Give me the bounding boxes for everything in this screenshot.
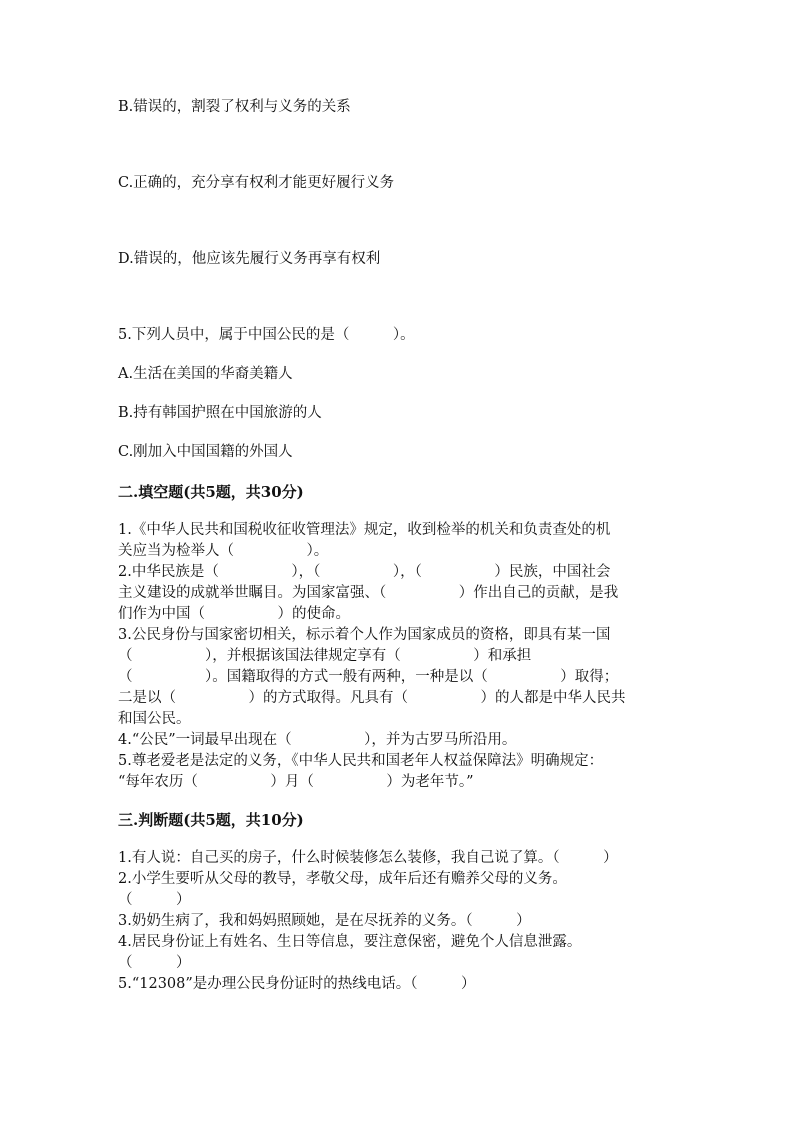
q4-option-b: B.错误的，割裂了权利与义务的关系 [118, 99, 351, 115]
section2-title: 二.填空题(共5题，共30分) [118, 483, 304, 501]
q5-stem: 5.下列人员中，属于中国公民的是（ ）。 [118, 327, 415, 343]
fill-line: 关应当为检举人（ ）。 [118, 543, 329, 559]
fill-line: 主义建设的成就举世瞩目。为国家富强、（ ）作出自己的贡献，是我 [118, 585, 619, 601]
fill-line: 二是以（ ）的方式取得。凡具有（ ）的人都是中华人民共 [118, 690, 626, 706]
section3-title: 三.判断题(共5题，共10分) [118, 811, 304, 829]
fill-line: 们作为中国（ ）的使命。 [118, 606, 350, 622]
q5-option-c: C.刚加入中国国籍的外国人 [118, 444, 293, 460]
q4-option-c: C.正确的，充分享有权利才能更好履行义务 [118, 175, 395, 191]
fill-line: 2.中华民族是（ ），（ ），（ ）民族，中国社会 [118, 564, 611, 580]
judge-line: 4.居民身份证上有姓名、生日等信息，要注意保密，避免个人信息泄露。 [118, 934, 582, 950]
fill-line: 3.公民身份与国家密切相关，标示着个人作为国家成员的资格，即具有某一国 [118, 627, 611, 643]
judge-line: 5.“12308”是办理公民身份证时的热线电话。（ ） [118, 976, 476, 992]
judge-line: （ ） [118, 955, 191, 971]
q5-option-b: B.持有韩国护照在中国旅游的人 [118, 405, 322, 421]
judge-line: （ ） [118, 892, 191, 908]
judge-line: 3.奶奶生病了，我和妈妈照顾她，是在尽抚养的义务。（ ） [118, 913, 531, 929]
fill-line: 1.《中华人民共和国税收征收管理法》规定，收到检举的机关和负责查处的机 [118, 522, 611, 538]
fill-line: 和国公民。 [118, 711, 191, 727]
fill-line: （ ）。国籍取得的方式一般有两种，一种是以（ ）取得； [118, 669, 619, 685]
fill-line: 4.“公民”一词最早出现在（ ），并为古罗马所沿用。 [118, 732, 517, 748]
judge-line: 1.有人说：自己买的房子，什么时候装修怎么装修，我自己说了算。（ ） [118, 850, 618, 866]
fill-line: （ ），并根据该国法律规定享有（ ）和承担 [118, 648, 532, 664]
judge-line: 2.小学生要听从父母的教导，孝敬父母，成年后还有赡养父母的义务。 [118, 871, 567, 887]
fill-line: “每年农历（ ）月（ ）为老年节。” [118, 774, 474, 790]
q4-option-d: D.错误的，他应该先履行义务再享有权利 [118, 251, 381, 267]
fill-line: 5.尊老爱老是法定的义务，《中华人民共和国老年人权益保障法》明确规定： [118, 753, 604, 769]
q5-option-a: A.生活在美国的华裔美籍人 [118, 366, 293, 382]
